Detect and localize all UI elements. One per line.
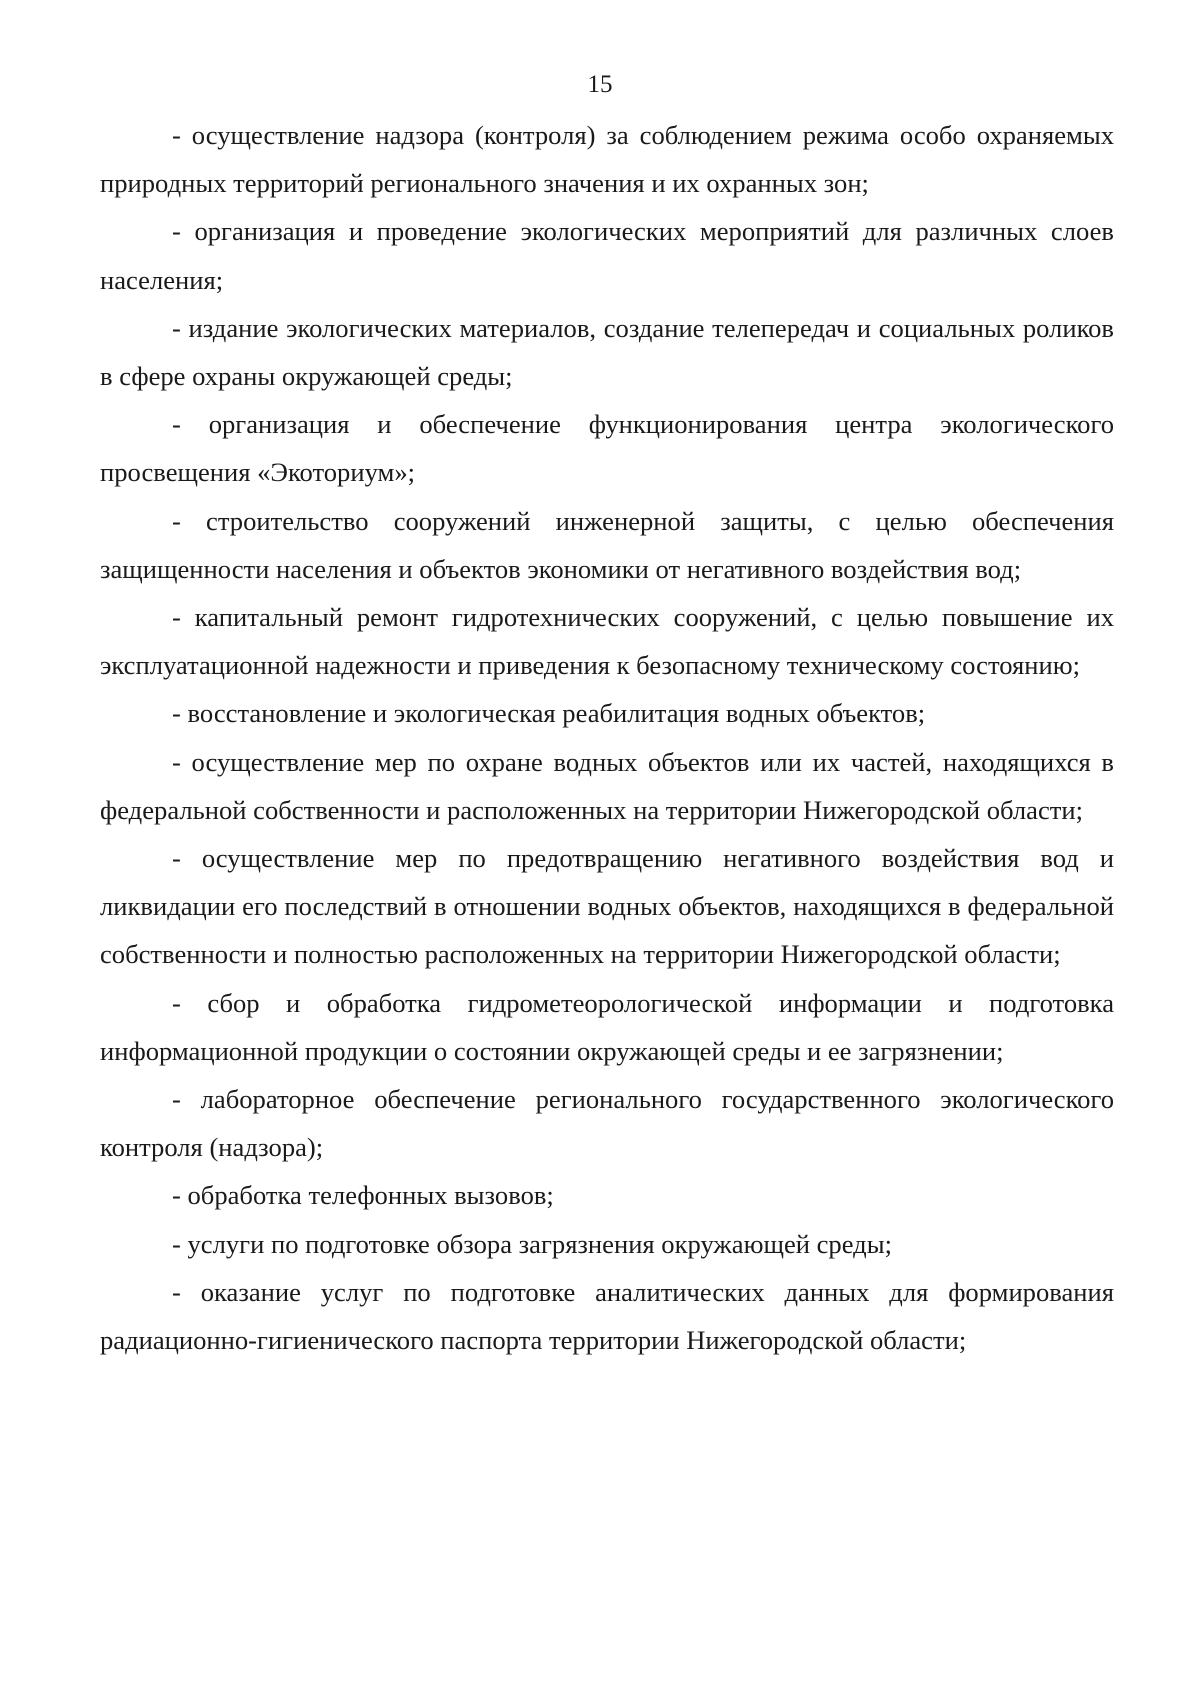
- paragraph-14: - оказание услуг по подготовке аналитических данных для формирования радиационно-гигиенического паспорта территории Нижегородской области;: [100, 1276, 1114, 1356]
- paragraph-12: - обработка телефонных вызовов;: [172, 1180, 554, 1211]
- paragraph-2: - организация и проведение экологических мероприятий для различных слоев населения;: [100, 216, 1114, 295]
- paragraph-11: - лабораторное обеспечение регионального государственного экологического контроля (надзора);: [100, 1084, 1114, 1163]
- paragraph-9: - осуществление мер по предотвращению негативного воздействия вод и ликвидации его последствий в отношении водных объектов, находящихся в федеральной собственности и полностью расположенных на территории Нижегородской области;: [100, 843, 1114, 970]
- paragraph-3: - издание экологических материалов, создание телепередач и социальных роликов в сфере охраны окружающей среды;: [100, 312, 1114, 392]
- paragraph-7: - восстановление и экологическая реабилитация водных объектов;: [172, 698, 926, 729]
- paragraph-4: - организация и обеспечение функционирования центра экологического просвещения «Экоториум»;: [100, 409, 1114, 488]
- document-body: [100, 111, 1114, 1364]
- paragraph-5: - строительство сооружений инженерной защиты, с целью обеспечения защищенности населения и объектов экономики от негативного воздействия вод;: [100, 505, 1114, 584]
- paragraph-13: - услуги по подготовке обзора загрязнения окружающей среды;: [172, 1228, 892, 1259]
- paragraph-1: - осуществление надзора (контроля) за соблюдением режима особо охраняемых природных территорий регионального значения и их охранных зон;: [100, 120, 1114, 199]
- page-number: 15: [587, 71, 613, 98]
- paragraph-6: - капитальный ремонт гидротехнических сооружений, с целью повышение их эксплуатационной надежности и приведения к безопасному техническому состоянию;: [100, 602, 1114, 681]
- paragraph-8: - осуществление мер по охране водных объектов или их частей, находящихся в федеральной собственности и расположенных на территории Нижегородской области;: [100, 746, 1114, 825]
- paragraph-10: - сбор и обработка гидрометеорологической информации и подготовка информационной продукции о состоянии окружающей среды и ее загрязнении;: [100, 987, 1114, 1066]
